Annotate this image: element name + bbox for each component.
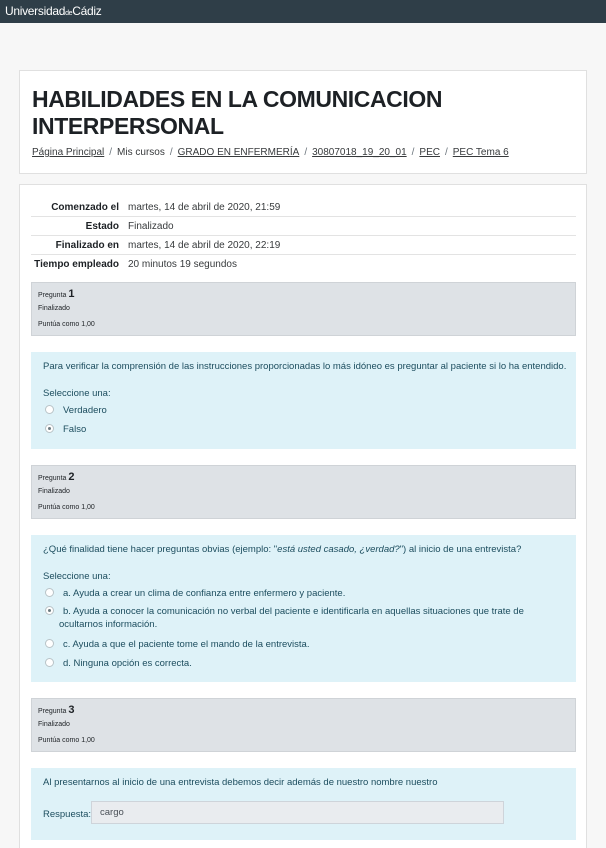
answer-option-b[interactable]: b. Ayuda a conocer la comunicación no verbal del paciente e identificarla en aquellas situaciones que trate de ocultarnos información. xyxy=(45,605,545,631)
top-navbar xyxy=(0,0,606,23)
answer-option-d[interactable]: d. Ninguna opción es correcta. xyxy=(45,657,565,670)
radio-button[interactable] xyxy=(45,405,54,414)
answer-input[interactable]: cargo xyxy=(91,801,504,824)
attempt-summary-table xyxy=(31,198,576,273)
question-2-info xyxy=(31,465,576,519)
question-3-info xyxy=(31,698,576,752)
answer-option-false[interactable]: Falso xyxy=(45,423,565,436)
university-logo[interactable]: UniversidaddeCádiz xyxy=(5,4,102,18)
breadcrumb-pec-link[interactable]: PEC xyxy=(419,147,440,158)
answer-label: Respuesta: xyxy=(43,809,92,820)
summary-row-finished: Finalizado en martes, 14 de abril de 2020, 22:19 xyxy=(31,236,576,255)
summary-row-time-taken: Tiempo empleado 20 minutos 19 segundos xyxy=(34,259,237,270)
breadcrumb-degree-link[interactable]: GRADO EN ENFERMERÍA xyxy=(177,147,300,158)
radio-button[interactable] xyxy=(45,588,54,597)
summary-row-started: Comenzado el martes, 14 de abril de 2020, 21:59 xyxy=(31,198,576,217)
question-1-info xyxy=(31,282,576,336)
question-grade: Puntúa como 1,00 xyxy=(38,504,95,511)
select-one-prompt: Seleccione una: xyxy=(43,388,111,399)
question-1-content xyxy=(31,352,576,449)
radio-button-checked[interactable] xyxy=(45,606,54,615)
question-grade: Puntúa como 1,00 xyxy=(38,737,95,744)
page-title: HABILIDADES EN LA COMUNICACION INTERPERSONAL xyxy=(32,86,443,139)
breadcrumb-home-link[interactable]: Página Principal xyxy=(32,147,105,158)
question-number: Pregunta 1 xyxy=(38,288,75,300)
question-text: ¿Qué finalidad tiene hacer preguntas obvias (ejemplo: "está usted casado, ¿verdad?") al inicio de una entrevista? xyxy=(43,544,522,555)
breadcrumb-pec-tema-link[interactable]: PEC Tema 6 xyxy=(452,147,509,158)
question-text: Al presentarnos al inicio de una entrevista debemos decir además de nuestro nombre nuestro xyxy=(43,777,438,788)
select-one-prompt: Seleccione una: xyxy=(43,571,111,582)
question-2-content xyxy=(31,535,576,682)
question-number: Pregunta 3 xyxy=(38,704,75,716)
question-number: Pregunta 2 xyxy=(38,471,75,483)
breadcrumb-my-courses: Mis cursos xyxy=(117,147,165,158)
answer-option-true[interactable]: Verdadero xyxy=(45,404,565,417)
answer-option-c[interactable]: c. Ayuda a que el paciente tome el mando de la entrevista. xyxy=(45,638,565,651)
radio-button-checked[interactable] xyxy=(45,424,54,433)
radio-button[interactable] xyxy=(45,639,54,648)
question-grade: Puntúa como 1,00 xyxy=(38,321,95,328)
question-3-content xyxy=(31,768,576,840)
question-text: Para verificar la comprensión de las instrucciones proporcionadas lo más idóneo es preguntar al paciente si lo ha entendido. xyxy=(43,361,567,372)
breadcrumb-course-link[interactable]: 30807018_19_20_01 xyxy=(312,147,407,158)
summary-row-state: Estado Finalizado xyxy=(31,217,576,236)
question-state: Finalizado xyxy=(38,721,70,728)
question-state: Finalizado xyxy=(38,305,70,312)
quiz-review xyxy=(19,184,587,848)
breadcrumb: Página Principal / Mis cursos / GRADO EN ENFERMERÍA / 30807018_19_20_01 / PEC / PEC Tema 6 xyxy=(32,147,509,158)
question-state: Finalizado xyxy=(38,488,70,495)
answer-option-a[interactable]: a. Ayuda a crear un clima de confianza entre enfermero y paciente. xyxy=(45,587,565,600)
radio-button[interactable] xyxy=(45,658,54,667)
page-header xyxy=(19,70,587,174)
